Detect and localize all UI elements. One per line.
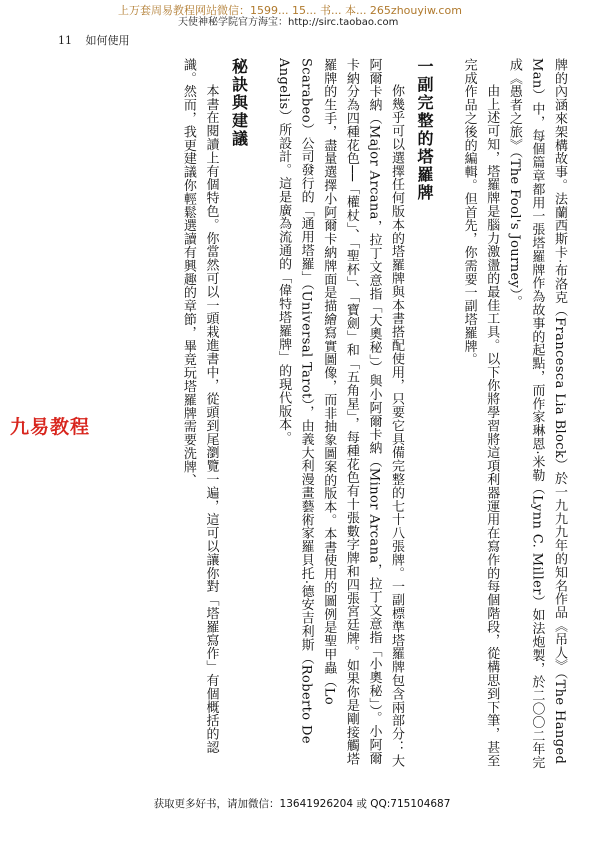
section-spacer	[257, 58, 271, 778]
paragraph-reading-tips: 本書在閱讀上有個特色。你當然可以一頭栽進書中，從頭到尾瀏覽一遍，這可以讓你對「塔羅寫作」有個概括的認識。然而，我更建議你輕鬆選讀有興趣的章節，畢竟玩塔羅牌需要洗牌、	[180, 58, 219, 754]
watermark-top-url: 上万套周易教程网站微信：1599... 15... 书... 本... 265zhouyiw.com	[118, 4, 462, 17]
watermark-bottom-contact: 获取更多好书，请加微信：13641926204 或 QQ:715104687	[153, 798, 451, 810]
section-spacer	[443, 58, 457, 778]
paragraph-tools: 由上述可知，塔羅牌是腦力激盪的最佳工具。以下你將學習將這項利器運用在寫作的每個階段，從構思到下筆，甚至完成作品之後的編輯。但首先，你需要一副塔羅牌。	[461, 58, 500, 768]
body-text-block	[92, 58, 570, 778]
page-number: 11	[58, 34, 72, 47]
vertical-text-column	[92, 58, 570, 778]
section-heading-full-deck: 一副完整的塔羅牌	[415, 58, 435, 202]
running-title: 如何使用	[85, 34, 130, 47]
section-heading-tips: 秘訣與建議	[229, 58, 249, 148]
paragraph-deck-description: 你幾乎可以選擇任何版本的塔羅牌與本書搭配使用，只要它具備完整的七十八張牌。一副標準塔羅牌包含兩部分：大阿爾卡納（Major Arcana，拉丁文意指「大奧秘」）與小阿爾卡納（Minor Arcana，拉丁文意指「小奧秘」）。小阿爾卡納分為四種花色──「權杖」、「聖杯」、「寶劍」和「五角星」，每種花色有十張數字牌和四張宮廷牌。如果你是剛接觸塔羅牌的生手，盡量選擇小阿爾卡納牌面是描繪寫實圖像，而非抽象圖案的版本。本書使用的圖例是聖甲蟲（Lo Scarabeo）公司發行的「通用塔羅」（Universal Tarot），由義大利漫畫藝術家羅貝托·德安吉利斯（Roberto De Angelis）所設計。這是廣為流通的「偉特塔羅牌」的現代版本。	[276, 58, 405, 768]
running-header	[58, 32, 130, 48]
paragraph-block-continued: 牌的內涵來架構故事。法蘭西斯卡·布洛克（Francesca Lia Block）於一九九九年的知名作品《吊人》（The Hanged Man）中，每個篇章都用一張塔羅牌作為故事的起點，而作家琳恩·米勒（Lynn C. Miller）如法炮製，於二〇〇二年完成《愚者之旅》（The Fool's Journey）。	[506, 58, 567, 770]
watermark-left-logo-text: 九易教程	[10, 416, 91, 438]
watermark-shop-url: 天使神秘学院官方海宝：http://sirc.taobao.com	[178, 17, 399, 28]
